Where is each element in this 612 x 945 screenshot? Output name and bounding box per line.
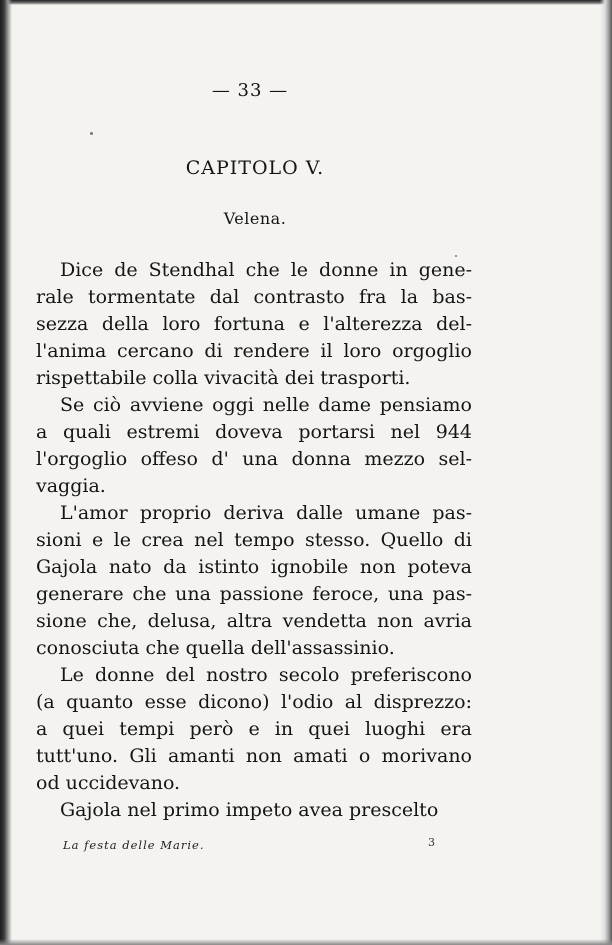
text-line: generare che una passione feroce, una pas- [36, 583, 472, 605]
paper-speck [90, 132, 93, 135]
chapter-subtitle: Velena. [223, 209, 287, 228]
text-line: conosciuta che quella dell'assassinio. [36, 637, 395, 659]
text-line: vaggia. [36, 475, 106, 497]
scan-edge-bottom [0, 939, 612, 945]
text-line: l'orgoglio offeso d' una donna mezzo sel- [36, 448, 472, 470]
page-number: — 33 — [211, 80, 289, 101]
scan-edge-top [0, 0, 612, 5]
text-line: rispettabile colla vivacità dei trasporti. [36, 367, 411, 389]
text-line: a quali estremi doveva portarsi nel 944 [36, 421, 472, 443]
text-line: Le donne del nostro secolo preferiscono [60, 664, 472, 686]
body-text [36, 257, 472, 824]
paragraph [36, 392, 472, 500]
text-line: sioni e le crea nel tempo stesso. Quello di [36, 529, 472, 551]
scan-edge-right [600, 0, 612, 945]
paragraph [36, 257, 472, 392]
paragraph [36, 500, 472, 662]
text-line: a quei tempi però e in quei luoghi era [36, 718, 472, 740]
text-line: (a quanto esse dicono) l'odio al disprezzo: [36, 691, 472, 713]
text-line: Gajola nato da istinto ignobile non poteva [36, 556, 472, 578]
text-line: Dice de Stendhal che le donne in gene- [60, 259, 472, 281]
text-line: L'amor proprio deriva dalle umane pas- [60, 502, 472, 524]
scan-edge-left [0, 0, 12, 945]
text-line: l'anima cercano di rendere il loro orgoglio [36, 340, 472, 362]
footer-mark: 3 [428, 836, 435, 849]
text-line: Gajola nel primo impeto avea prescelto [60, 799, 439, 821]
text-line: od uccidevano. [36, 772, 181, 794]
paragraph [36, 797, 472, 824]
text-line: tutt'uno. Gli amanti non amati o morivano [36, 745, 472, 767]
text-line: sezza della loro fortuna e l'alterezza del- [36, 313, 472, 335]
text-line: sione che, delusa, altra vendetta non avria [36, 610, 472, 632]
text-line: Se ciò avviene oggi nelle dame pensiamo [60, 394, 472, 416]
chapter-title: CAPITOLO V. [185, 157, 325, 179]
text-line: rale tormentate dal contrasto fra la bas- [36, 286, 472, 308]
paragraph [36, 662, 472, 797]
footer-signature: La festa delle Marie. [63, 838, 205, 852]
